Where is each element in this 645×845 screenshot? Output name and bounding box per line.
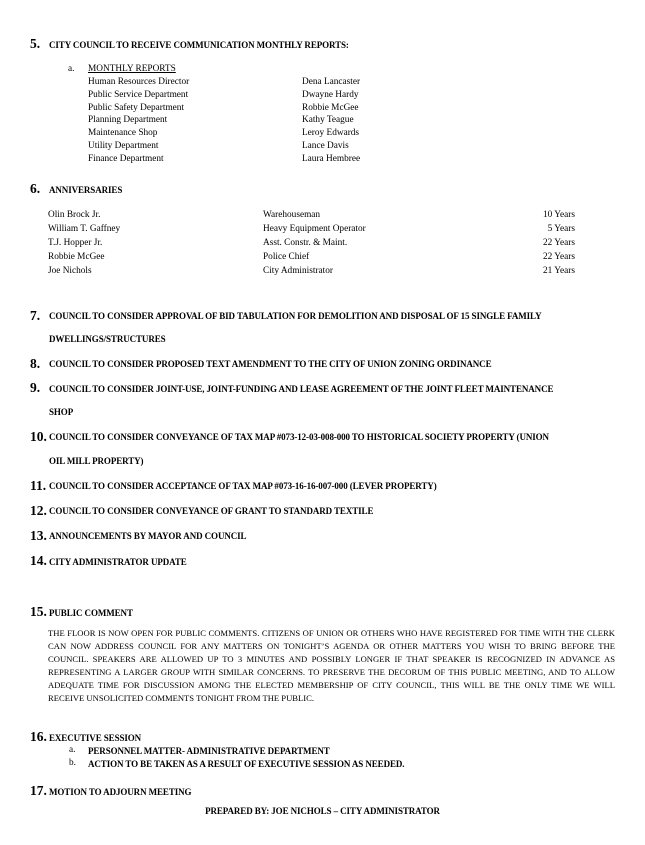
item-number: 14. [30, 553, 47, 568]
item-number: 7. [30, 308, 41, 323]
item-number: 6. [30, 181, 41, 196]
item-number: 10. [30, 429, 47, 444]
item-title-continued: OIL MILL PROPERTY) [49, 456, 144, 466]
employee-years: 10 Years [542, 210, 575, 220]
item-title: ANNIVERSARIES [49, 185, 123, 195]
dept-label: Public Safety Department [88, 103, 185, 113]
dept-head-name: Laura Hembree [302, 154, 361, 164]
dept-head-name: Robbie McGee [302, 103, 359, 113]
dept-label: Finance Department [88, 154, 164, 164]
employee-position: Asst. Constr. & Maint. [263, 238, 348, 248]
employee-position: Heavy Equipment Operator [263, 224, 366, 234]
item-title: COUNCIL TO CONSIDER APPROVAL OF BID TABULATION FOR DEMOLITION AND DISPOSAL OF 15 SINGLE FAMILY [49, 311, 542, 321]
item-title: EXECUTIVE SESSION [49, 733, 142, 743]
subitem-letter: b. [69, 758, 76, 768]
item-number: 8. [30, 356, 41, 371]
employee-name: William T. Gaffney [48, 224, 121, 234]
item-title: COUNCIL TO CONSIDER JOINT-USE, JOINT-FUNDING AND LEASE AGREEMENT OF THE JOINT FLEET MAINTENANCE [49, 384, 554, 394]
dept-head-name: Kathy Teague [302, 115, 354, 125]
executive-session-subitem: ACTION TO BE TAKEN AS A RESULT OF EXECUTIVE SESSION AS NEEDED. [88, 759, 405, 769]
subitem-letter: a. [69, 745, 76, 755]
item-number: 12. [30, 503, 47, 518]
dept-label: Human Resources Director [88, 77, 190, 87]
dept-head-name: Lance Davis [302, 141, 349, 151]
employee-years: 21 Years [542, 266, 575, 276]
item-title-continued: DWELLINGS/STRUCTURES [49, 334, 166, 344]
monthly-reports-heading: MONTHLY REPORTS [88, 64, 176, 74]
item-number: 16. [30, 729, 47, 744]
dept-head-name: Dwayne Hardy [302, 90, 359, 100]
employee-name: Robbie McGee [48, 252, 105, 262]
item-title: ANNOUNCEMENTS BY MAYOR AND COUNCIL [49, 531, 247, 541]
employee-years: 5 Years [547, 224, 575, 234]
item-number: 17. [30, 783, 47, 798]
item-title: COUNCIL TO CONSIDER CONVEYANCE OF TAX MAP #073-12-03-008-000 TO HISTORICAL SOCIETY PROPERTY (UNION [49, 432, 549, 442]
item-title: PUBLIC COMMENT [49, 608, 133, 618]
dept-label: Maintenance Shop [88, 128, 158, 138]
employee-years: 22 Years [542, 238, 575, 248]
item-number: 9. [30, 380, 41, 395]
dept-label: Public Service Department [88, 90, 189, 100]
employee-name: Joe Nichols [48, 266, 92, 276]
dept-label: Utility Department [88, 141, 159, 151]
employee-position: Warehouseman [263, 210, 321, 220]
dept-head-name: Leroy Edwards [302, 128, 360, 138]
item-title-continued: SHOP [49, 407, 74, 417]
employee-name: Olin Brock Jr. [48, 210, 101, 220]
executive-session-subitem: PERSONNEL MATTER- ADMINISTRATIVE DEPARTMENT [88, 746, 330, 756]
item-title: COUNCIL TO CONSIDER ACCEPTANCE OF TAX MAP #073-16-16-007-000 (LEVER PROPERTY) [49, 481, 437, 491]
employee-name: T.J. Hopper Jr. [48, 238, 103, 248]
employee-position: City Administrator [263, 266, 333, 276]
prepared-by-footer: PREPARED BY: JOE NICHOLS – CITY ADMINISTRATOR [205, 806, 440, 816]
item-number: 13. [30, 528, 47, 543]
subitem-letter: a. [68, 64, 75, 74]
item-title: COUNCIL TO CONSIDER CONVEYANCE OF GRANT TO STANDARD TEXTILE [49, 506, 374, 516]
employee-years: 22 Years [542, 252, 575, 262]
item-number: 15. [30, 604, 47, 619]
dept-label: Planning Department [88, 115, 168, 125]
item-title: CITY COUNCIL TO RECEIVE COMMUNICATION MONTHLY REPORTS: [49, 40, 349, 50]
employee-position: Police Chief [263, 252, 310, 262]
item-number: 11. [30, 478, 47, 493]
item-title: MOTION TO ADJOURN MEETING [49, 787, 192, 797]
item-title: COUNCIL TO CONSIDER PROPOSED TEXT AMENDMENT TO THE CITY OF UNION ZONING ORDINANCE [49, 359, 492, 369]
item-title: CITY ADMINISTRATOR UPDATE [49, 557, 187, 567]
public-comment-paragraph: THE FLOOR IS NOW OPEN FOR PUBLIC COMMENTS. CITIZENS OF UNION OR OTHERS WHO HAVE REGISTERED FOR TIME WITH THE CLERK CAN NOW ADDRESS COUNCIL FOR ANY MATTERS ON TONIGHT’S AGENDA OR OTHER MATTERS YOU WISH TO BRING BEFORE THE COUNCIL. SPEAKERS ARE ALLOWED UP TO 3 MINUTES AND POSSIBLY LONGER IF THAT SPEAKER IS RECOGNIZED IN ADVANCE AS REPRESENTING A LARGER GROUP WITH SIMILAR CONCERNS. TO PRESERVE THE DECORUM OF THIS PUBLIC MEETING, AND TO ALLOW ADEQUATE TIME FOR DISCUSSION AMONG THE ELECTED MEMBERSHIP OF CITY COUNCIL, THIS WILL BE THE ONLY TIME WE WILL RECEIVE UNSOLICITED COMMENTS TONIGHT FROM THE PUBLIC. [48, 628, 615, 703]
dept-head-name: Dena Lancaster [302, 77, 361, 87]
item-number: 5. [30, 36, 41, 51]
